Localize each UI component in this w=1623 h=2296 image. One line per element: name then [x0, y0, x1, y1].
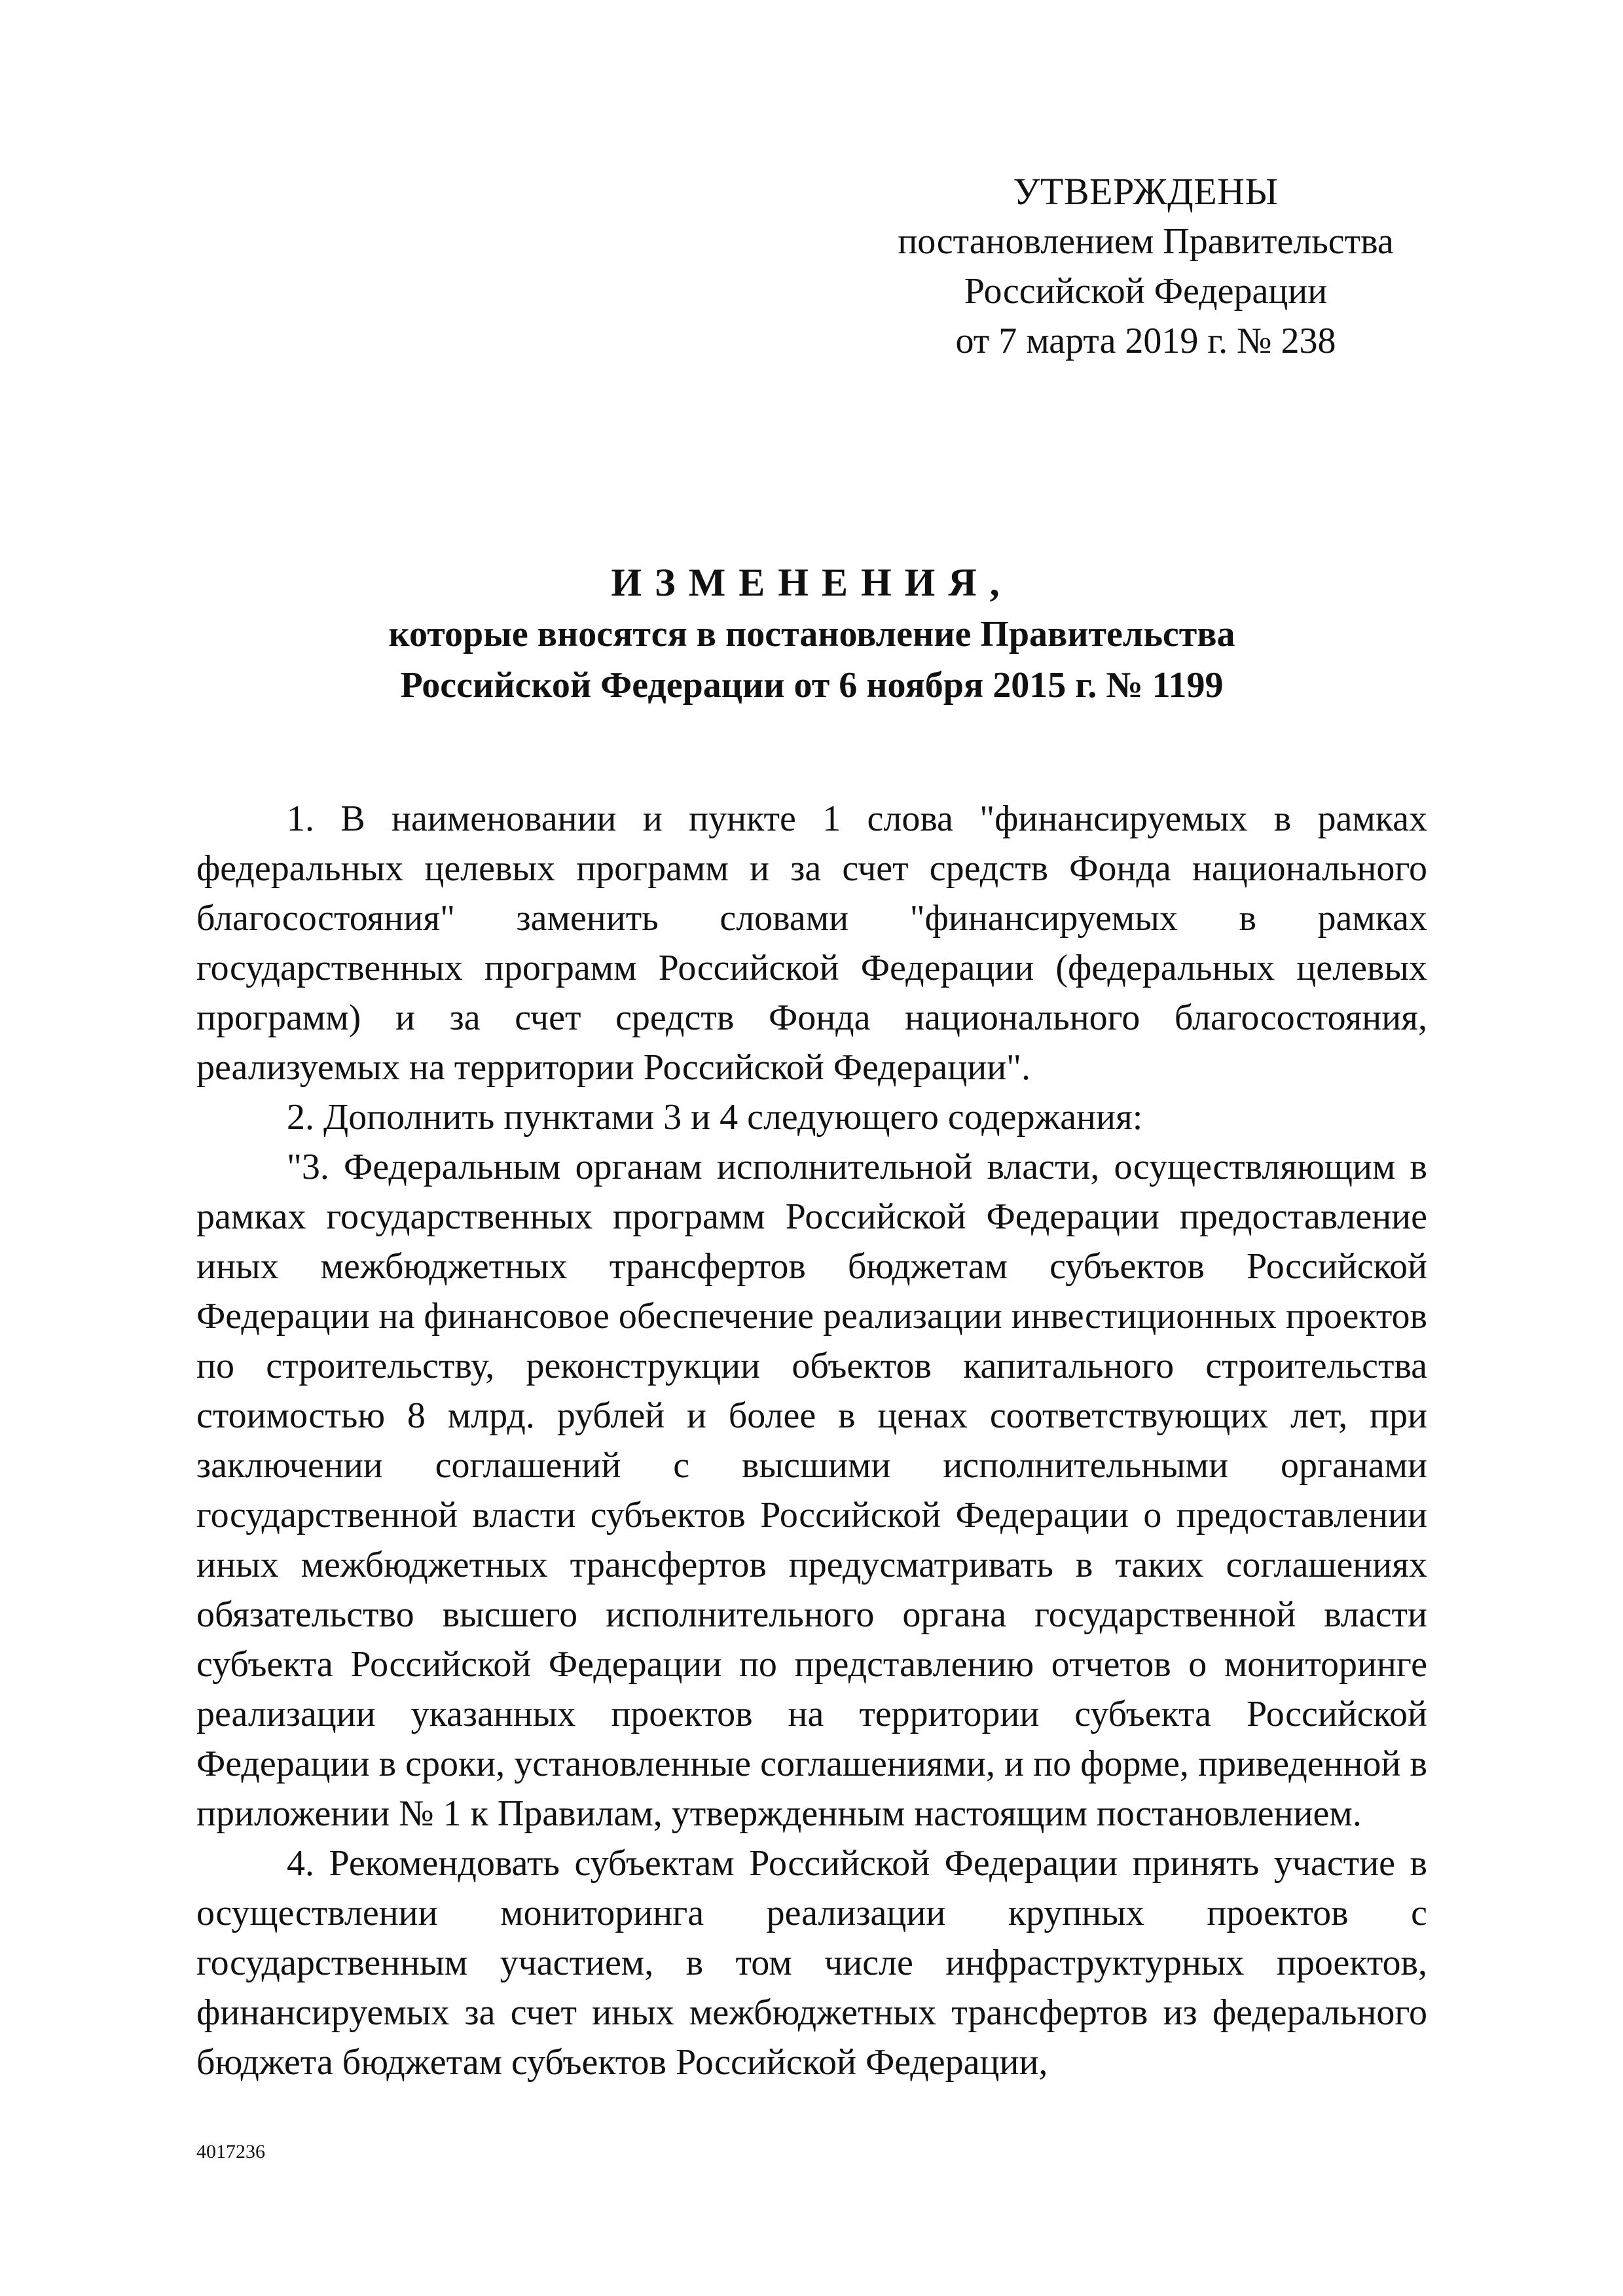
paragraph-2: 2. Дополнить пунктами 3 и 4 следующего содержания: [287, 1097, 1143, 1138]
paragraph-4: 4. Рекомендовать субъектам Российской Федерации принять участие в осуществлении мониторинга реализации крупных проектов с государственным участием, в том числе инфраструктурных проектов, финансируемых за счет иных межбюджетных трансфертов из федерального бюджета бюджетам субъектов Российской Федерации, [196, 1843, 1427, 2083]
approval-line-2: Российской Федерации [964, 271, 1328, 312]
document-title: ИЗМЕНЕНИЯ, [611, 561, 1013, 604]
document-body [196, 794, 1427, 2087]
footer-document-code: 4017236 [196, 2141, 265, 2162]
approval-block [851, 167, 1440, 366]
approval-heading: УТВЕРЖДЕНЫ [1013, 170, 1279, 213]
document-subtitle-line-1: которые вносятся в постановление Правительства [388, 614, 1235, 655]
approval-line-3: от 7 марта 2019 г. № 238 [955, 321, 1336, 361]
document-subtitle-line-2: Российской Федерации от 6 ноября 2015 г. № 1199 [400, 665, 1224, 706]
document-title-block [196, 556, 1427, 711]
paragraph-1: 1. В наименовании и пункте 1 слова "финансируемых в рамках федеральных целевых программ и за счет средств Фонда национального благосостояния" заменить словами "финансируемых в рамках государственных программ Российской Федерации (федеральных целевых программ) и за счет средств Фонда национального благосостояния, реализуемых на территории Российской Федерации". [196, 798, 1427, 1088]
approval-line-1: постановлением Правительства [898, 221, 1394, 262]
paragraph-3: "3. Федеральным органам исполнительной власти, осуществляющим в рамках государственных программ Российской Федерации предоставление иных межбюджетных трансфертов бюджетам субъектов Российской Федерации на финансовое обеспечение реализации инвестиционных проектов по строительству, реконструкции объектов капитального строительства стоимостью 8 млрд. рублей и более в ценах соответствующих лет, при заключении соглашений с высшими исполнительными органами государственной власти субъектов Российской Федерации о предоставлении иных межбюджетных трансфертов предусматривать в таких соглашениях обязательство высшего исполнительного органа государственной власти субъекта Российской Федерации по представлению отчетов о мониторинге реализации указанных проектов на территории субъекта Российской Федерации в сроки, установленные соглашениями, и по форме, приведенной в приложении № 1 к Правилам, утвержденным настоящим постановлением. [196, 1147, 1427, 1834]
